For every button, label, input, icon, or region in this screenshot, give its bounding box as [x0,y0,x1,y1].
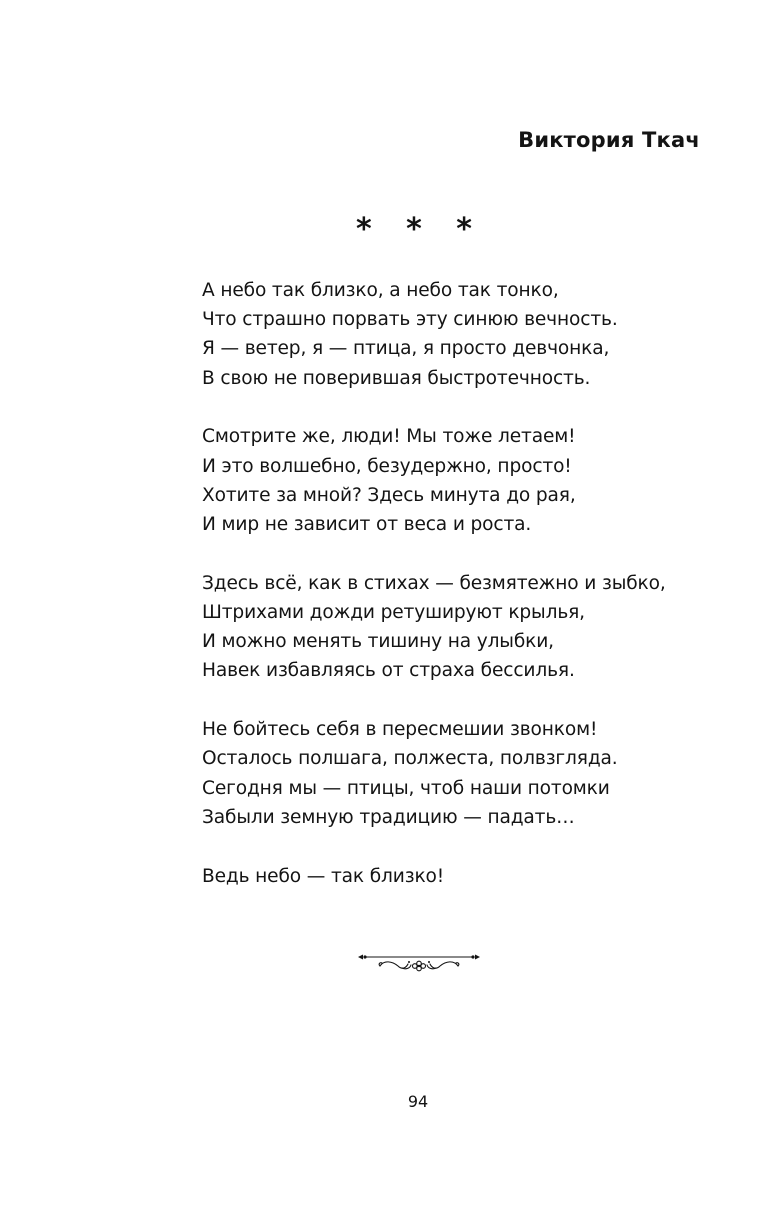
poem-title-asterisks: * * * [356,212,484,247]
stanza-1 [202,276,666,393]
poem-line: Навек избавляясь от страха бессилья. [202,660,575,682]
poem-line: Штрихами дожди ретушируют крылья, [202,602,585,624]
stanza-2 [202,422,666,539]
poem-line: Здесь всё, как в стихах — безмятежно и зыбко, [202,572,666,594]
poem-line: Что страшно порвать эту синюю вечность. [202,309,618,331]
poem-line: Не бойтесь себя в пересмешии звонком! [202,719,598,741]
poem-line: Смотрите же, люди! Мы тоже летаем! [202,426,576,448]
stanza-5-closing [202,862,666,891]
poem-line: И мир не зависит от веса и роста. [202,514,532,536]
poem-line: Забыли земную традицию — падать… [202,806,575,828]
stanza-4 [202,715,666,832]
page-number: 94 [407,1092,429,1111]
poem-line: Осталось полшага, полжеста, полвзгляда. [202,748,618,770]
poem-line: Я — ветер, я — птица, я просто девчонка, [202,338,610,360]
poem-line: А небо так близко, а небо так тонко, [202,280,559,301]
poem-line: Сегодня мы — птицы, чтоб наши потомки [202,777,610,799]
poem-line: Ведь небо — так близко! [202,865,445,887]
poem-line: Хотите за мной? Здесь минута до рая, [202,484,576,506]
poem-line: В свою не поверившая быстротечность. [202,367,591,389]
author-name: Виктория Ткач [518,128,700,152]
poem-body [202,276,666,920]
poem-line: И можно менять тишину на улыбки, [202,631,554,653]
poem-line: И это волшебно, безудержно, просто! [202,455,572,477]
stanza-3 [202,569,666,686]
flourish-divider-icon [356,952,482,974]
